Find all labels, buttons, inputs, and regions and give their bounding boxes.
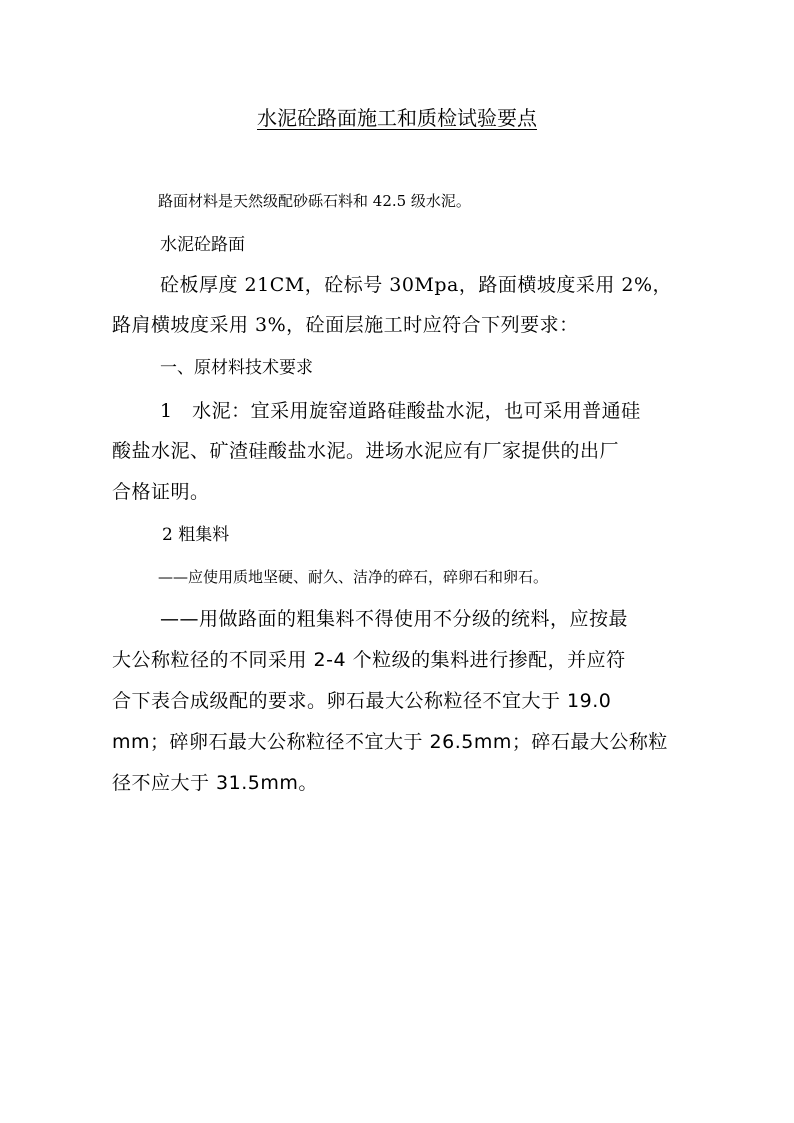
aggregate-requirement-2-line-2: 大公称粒径的不同采用 2-4 个粒级的集料进行掺配，并应符: [112, 649, 626, 671]
cement-line-1: 1 水泥：宜采用旋窑道路硅酸盐水泥，也可采用普通硅: [160, 400, 641, 422]
aggregate-requirement-2-line-4: mm；碎卵石最大公称粒径不宜大于 26.5mm；碎石最大公称粒: [112, 731, 668, 753]
aggregate-heading: 2 粗集料: [162, 525, 230, 545]
aggregate-requirement-2-line-1: ——用做路面的粗集料不得使用不分级的统料，应按最: [160, 608, 629, 630]
aggregate-requirement-2-line-5: 径不应大于 31.5mm。: [112, 772, 318, 794]
aggregate-requirement-2-line-3: 合下表合成级配的要求。卵石最大公称粒径不宜大于 19.0: [112, 690, 612, 712]
document-title-text: 水泥砼路面施工和质检试验要点: [257, 106, 537, 130]
spec-line-1: 砼板厚度 21CM，砼标号 30Mpa，路面横坡度采用 2%，: [160, 274, 673, 296]
document-title: [0, 104, 794, 132]
part1-heading: 一、原材料技术要求: [160, 358, 313, 378]
cement-line-2: 酸盐水泥、矿渣硅酸盐水泥。进场水泥应有厂家提供的出厂: [112, 440, 620, 462]
cement-line-3: 合格证明。: [112, 481, 210, 503]
section-heading: 水泥砼路面: [160, 235, 245, 255]
aggregate-requirement-1: ——应使用质地坚硬、耐久、洁净的碎石，碎卵石和卵石。: [158, 568, 549, 586]
spec-line-2: 路肩横坡度采用 3%，砼面层施工时应符合下列要求：: [112, 314, 579, 336]
intro-paragraph: 路面材料是天然级配砂砾石料和 42.5 级水泥。: [158, 192, 471, 210]
